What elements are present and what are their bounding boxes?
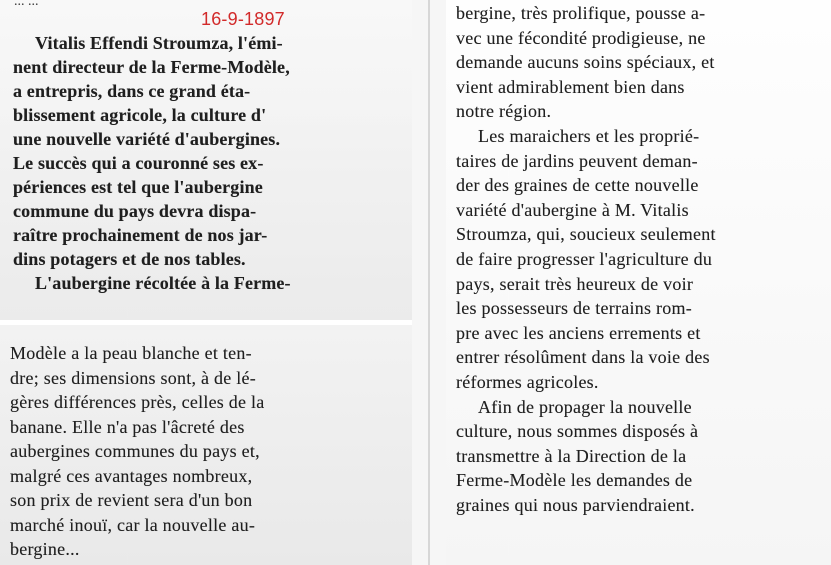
article-line: a entrepris, dans ce grand éta- bbox=[13, 81, 251, 101]
article-line: Stroumza, qui, soucieux seulement bbox=[456, 224, 716, 245]
date-annotation: 16-9-1897 bbox=[201, 9, 285, 29]
article-line: nent directeur de la Ferme-Modèle, bbox=[13, 57, 290, 77]
article-line: demande aucuns soins spéciaux, et bbox=[456, 52, 715, 73]
article-line: Afin de propager la nouvelle bbox=[478, 396, 692, 417]
article-line: commune du pays devra dispa- bbox=[13, 201, 257, 221]
article-line: blissement agricole, la culture d' bbox=[13, 105, 267, 125]
article-line: dins potagers et de nos tables. bbox=[13, 249, 246, 269]
article-line: Modèle a la peau blanche et ten- bbox=[10, 343, 252, 363]
clipped-header-fragment bbox=[14, 0, 214, 7]
article-line: der des graines de cette nouvelle bbox=[456, 175, 699, 196]
clipped-header-text: ... ... bbox=[14, 0, 39, 9]
left-bottom-column bbox=[10, 341, 406, 562]
article-line: graines qui nous parviendraient. bbox=[456, 494, 695, 515]
article-line: son prix de revient sera d'un bon bbox=[10, 490, 253, 510]
article-line: Le succès qui a couronné ses ex- bbox=[13, 153, 264, 173]
article-line: marché inouï, car la nouvelle au- bbox=[10, 514, 256, 535]
article-line: périences est tel que l'aubergine bbox=[13, 177, 263, 197]
fragment-separator bbox=[0, 320, 412, 325]
article-line: notre région. bbox=[456, 101, 552, 122]
column-divider bbox=[428, 0, 430, 565]
article-line: culture, nous sommes disposés à bbox=[456, 421, 699, 442]
right-column bbox=[456, 1, 828, 517]
left-top-column bbox=[13, 31, 405, 295]
article-line: une nouvelle variété d'aubergines. bbox=[13, 129, 281, 149]
article-line: dre; ses dimensions sont, à de lé- bbox=[10, 367, 256, 388]
article-line: bergine, très prolifique, pousse a- bbox=[456, 3, 706, 23]
article-line: malgré ces avantages nombreux, bbox=[10, 465, 253, 486]
article-line: raître prochainement de nos jar- bbox=[13, 225, 268, 245]
article-line: Vitalis Effendi Stroumza, l'émi- bbox=[35, 33, 283, 53]
article-line: taires de jardins peuvent deman- bbox=[456, 150, 698, 171]
article-line: transmettre à la Direction de la bbox=[456, 445, 687, 466]
article-line: Ferme-Modèle les demandes de bbox=[456, 470, 693, 491]
article-line: bergine... bbox=[10, 539, 80, 559]
article-line: variété d'aubergine à M. Vitalis bbox=[456, 199, 689, 220]
article-line: vient admirablement bien dans bbox=[456, 76, 685, 97]
article-line: pays, serait très heureux de voir bbox=[456, 273, 694, 294]
article-line: banane. Elle n'a pas l'âcreté des bbox=[10, 416, 245, 437]
article-line: les possesseurs de terrains rom- bbox=[456, 298, 692, 319]
article-line: aubergines communes du pays et, bbox=[10, 441, 260, 461]
article-line: pre avec les anciens errements et bbox=[456, 322, 701, 343]
article-line: de faire progresser l'agriculture du bbox=[456, 248, 713, 269]
article-line: Les maraichers et les proprié- bbox=[478, 125, 700, 146]
article-line: gères différences près, celles de la bbox=[10, 392, 265, 412]
article-line: vec une fécondité prodigieuse, ne bbox=[456, 27, 706, 48]
article-line: entrer résolûment dans la voie des bbox=[456, 347, 710, 368]
article-line: réformes agricoles. bbox=[456, 371, 599, 392]
article-line: L'aubergine récoltée à la Ferme- bbox=[35, 273, 291, 293]
